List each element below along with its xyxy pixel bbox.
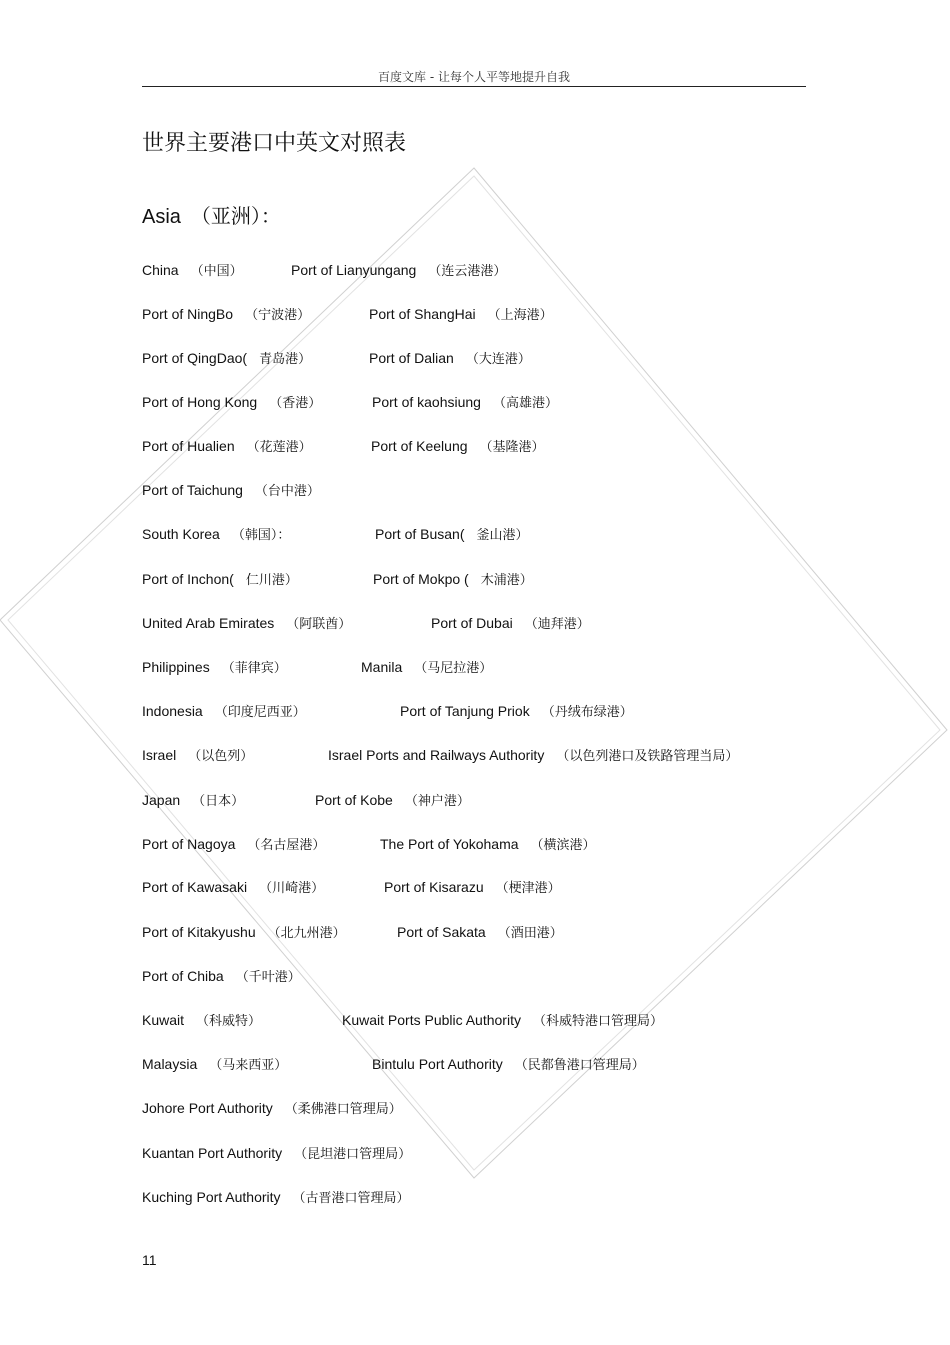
port-name-en: China [142, 262, 179, 278]
port-entry-secondary [373, 569, 533, 588]
port-name-en: The Port of Yokohama [380, 836, 519, 852]
port-entry-secondary [361, 657, 492, 676]
page-header: 百度文库 - 让每个人平等地提升自我 [378, 70, 570, 84]
port-entry-primary [142, 877, 324, 896]
port-name-en: Kuwait [142, 1012, 185, 1028]
port-name-en: Israel Ports and Railways Authority [328, 747, 545, 763]
port-name-en: Kuching Port Authority [142, 1189, 281, 1205]
port-entry-primary [142, 260, 243, 279]
port-name-cn: （昆坦港口管理局） [294, 1147, 412, 1162]
port-name-en: Port of Lianyungang [291, 262, 417, 278]
port-name-en: Kuantan Port Authority [142, 1145, 283, 1161]
port-name-cn: （以色列港口及铁路管理当局） [556, 749, 739, 764]
port-name-cn: 仁川港） [245, 573, 298, 588]
port-name-cn: （韩国）： [231, 528, 291, 543]
port-name-cn: （花莲港） [246, 440, 312, 455]
port-entry-primary [142, 1143, 411, 1162]
port-name-cn: （以色列） [188, 749, 254, 764]
port-name-cn: （菲律宾） [221, 661, 287, 676]
port-entry-secondary [342, 1010, 663, 1029]
port-name-cn: （神户港） [404, 794, 470, 809]
port-name-cn: （宁波港） [245, 308, 311, 323]
port-name-en: Port of Busan( [375, 526, 465, 542]
port-name-cn: 木浦港） [480, 573, 533, 588]
port-name-en: Port of Dalian [369, 350, 454, 366]
port-entry-primary [142, 392, 321, 411]
port-name-en: Port of Kisarazu [384, 879, 484, 895]
port-name-en: United Arab Emirates [142, 615, 275, 631]
port-entry-primary [142, 834, 325, 853]
port-name-en: Port of Kawasaki [142, 879, 248, 895]
port-name-cn: （丹绒布绿港） [541, 705, 633, 720]
port-name-en: Kuwait Ports Public Authority [342, 1012, 521, 1028]
port-name-cn: （日本） [192, 794, 245, 809]
port-entry-primary [142, 348, 311, 367]
port-entry-primary [142, 966, 301, 985]
port-name-en: Manila [361, 659, 403, 675]
port-name-en: Indonesia [142, 703, 203, 719]
port-name-en: Port of NingBo [142, 306, 234, 322]
port-entry-secondary [380, 834, 596, 853]
port-name-en: Port of Chiba [142, 968, 224, 984]
port-name-en: Port of Hualien [142, 438, 235, 454]
port-name-cn: （古晋港口管理局） [292, 1191, 410, 1206]
port-name-cn: （大连港） [465, 352, 531, 367]
port-name-en: Japan [142, 792, 181, 808]
port-name-cn: （北九州港） [267, 926, 346, 941]
port-name-cn: 釜山港） [476, 528, 529, 543]
port-entry-secondary [315, 790, 470, 809]
port-name-cn: （连云港港） [428, 264, 507, 279]
port-name-cn: （印度尼西亚） [214, 705, 306, 720]
port-entry-secondary [369, 348, 531, 367]
port-name-en: Port of Inchon( [142, 571, 234, 587]
port-entry-primary [142, 613, 351, 632]
port-name-en: Israel [142, 747, 177, 763]
port-name-cn: （柔佛港口管理局） [284, 1102, 402, 1117]
port-entry-primary [142, 657, 287, 676]
port-name-cn: （高雄港） [492, 396, 558, 411]
port-name-en: Port of kaohsiung [372, 394, 481, 410]
port-entry-primary [142, 1010, 261, 1029]
port-entry-primary [142, 480, 320, 499]
port-entry-secondary [431, 613, 590, 632]
port-name-cn: 青岛港） [259, 352, 312, 367]
port-name-en: Port of Taichung [142, 482, 243, 498]
port-name-cn: （科威特） [196, 1014, 262, 1029]
port-name-cn: （梗津港） [495, 881, 561, 896]
port-name-cn: （阿联酋） [286, 617, 352, 632]
port-entry-primary [142, 524, 290, 543]
port-name-cn: （酒田港） [497, 926, 563, 941]
port-name-en: Port of ShangHai [369, 306, 476, 322]
port-name-cn: （名古屋港） [247, 838, 326, 853]
port-entry-secondary [369, 304, 553, 323]
port-name-cn: （马尼拉港） [414, 661, 493, 676]
port-name-cn: （迪拜港） [524, 617, 590, 632]
port-name-en: Port of Sakata [397, 924, 486, 940]
port-name-en: Port of Tanjung Priok [400, 703, 530, 719]
port-entry-primary [142, 569, 298, 588]
port-entry-secondary [372, 392, 558, 411]
port-name-cn: （马来西亚） [209, 1058, 288, 1073]
port-entry-primary [142, 436, 312, 455]
port-name-en: Malaysia [142, 1056, 198, 1072]
port-name-cn: （香港） [269, 396, 322, 411]
port-name-cn: （科威特港口管理局） [532, 1014, 663, 1029]
port-name-en: Port of Kobe [315, 792, 393, 808]
port-entry-primary [142, 745, 253, 764]
port-name-en: Port of Kitakyushu [142, 924, 256, 940]
document-title: 世界主要港口中英文对照表 [142, 131, 407, 156]
port-entry-secondary [400, 701, 633, 720]
port-entry-secondary [291, 260, 506, 279]
section-heading-cn: （亚洲）： [190, 204, 281, 228]
port-entry-primary [142, 304, 310, 323]
port-name-cn: （千叶港） [235, 970, 301, 985]
port-entry-secondary [371, 436, 545, 455]
port-entry-primary [142, 1187, 410, 1206]
port-name-cn: （川崎港） [259, 881, 325, 896]
port-entry-primary [142, 701, 306, 720]
section-heading-asia [142, 200, 281, 229]
port-name-en: Port of Hong Kong [142, 394, 258, 410]
port-name-cn: （民都鲁港口管理局） [514, 1058, 645, 1073]
port-name-en: Port of Mokpo ( [373, 571, 469, 587]
port-entry-secondary [375, 524, 529, 543]
port-name-en: Port of Nagoya [142, 836, 236, 852]
port-name-en: Johore Port Authority [142, 1100, 273, 1116]
port-name-cn: （中国） [190, 264, 243, 279]
port-entry-primary [142, 1054, 287, 1073]
port-entry-secondary [372, 1054, 645, 1073]
port-name-cn: （横滨港） [530, 838, 596, 853]
port-entry-secondary [328, 745, 738, 764]
port-entry-primary [142, 790, 244, 809]
page-number: 11 [142, 1252, 157, 1268]
port-name-en: Port of QingDao( [142, 350, 248, 366]
port-name-cn: （基隆港） [479, 440, 545, 455]
port-name-cn: （台中港） [254, 484, 320, 499]
port-name-en: Port of Dubai [431, 615, 513, 631]
port-name-en: Port of Keelung [371, 438, 468, 454]
port-name-en: Bintulu Port Authority [372, 1056, 503, 1072]
port-entry-primary [142, 922, 346, 941]
port-entry-secondary [384, 877, 561, 896]
header-rule [142, 86, 806, 87]
port-name-cn: （上海港） [487, 308, 553, 323]
port-name-en: Philippines [142, 659, 210, 675]
section-heading-en: Asia [142, 206, 181, 228]
port-name-en: South Korea [142, 526, 220, 542]
port-entry-secondary [397, 922, 563, 941]
port-entry-primary [142, 1098, 402, 1117]
